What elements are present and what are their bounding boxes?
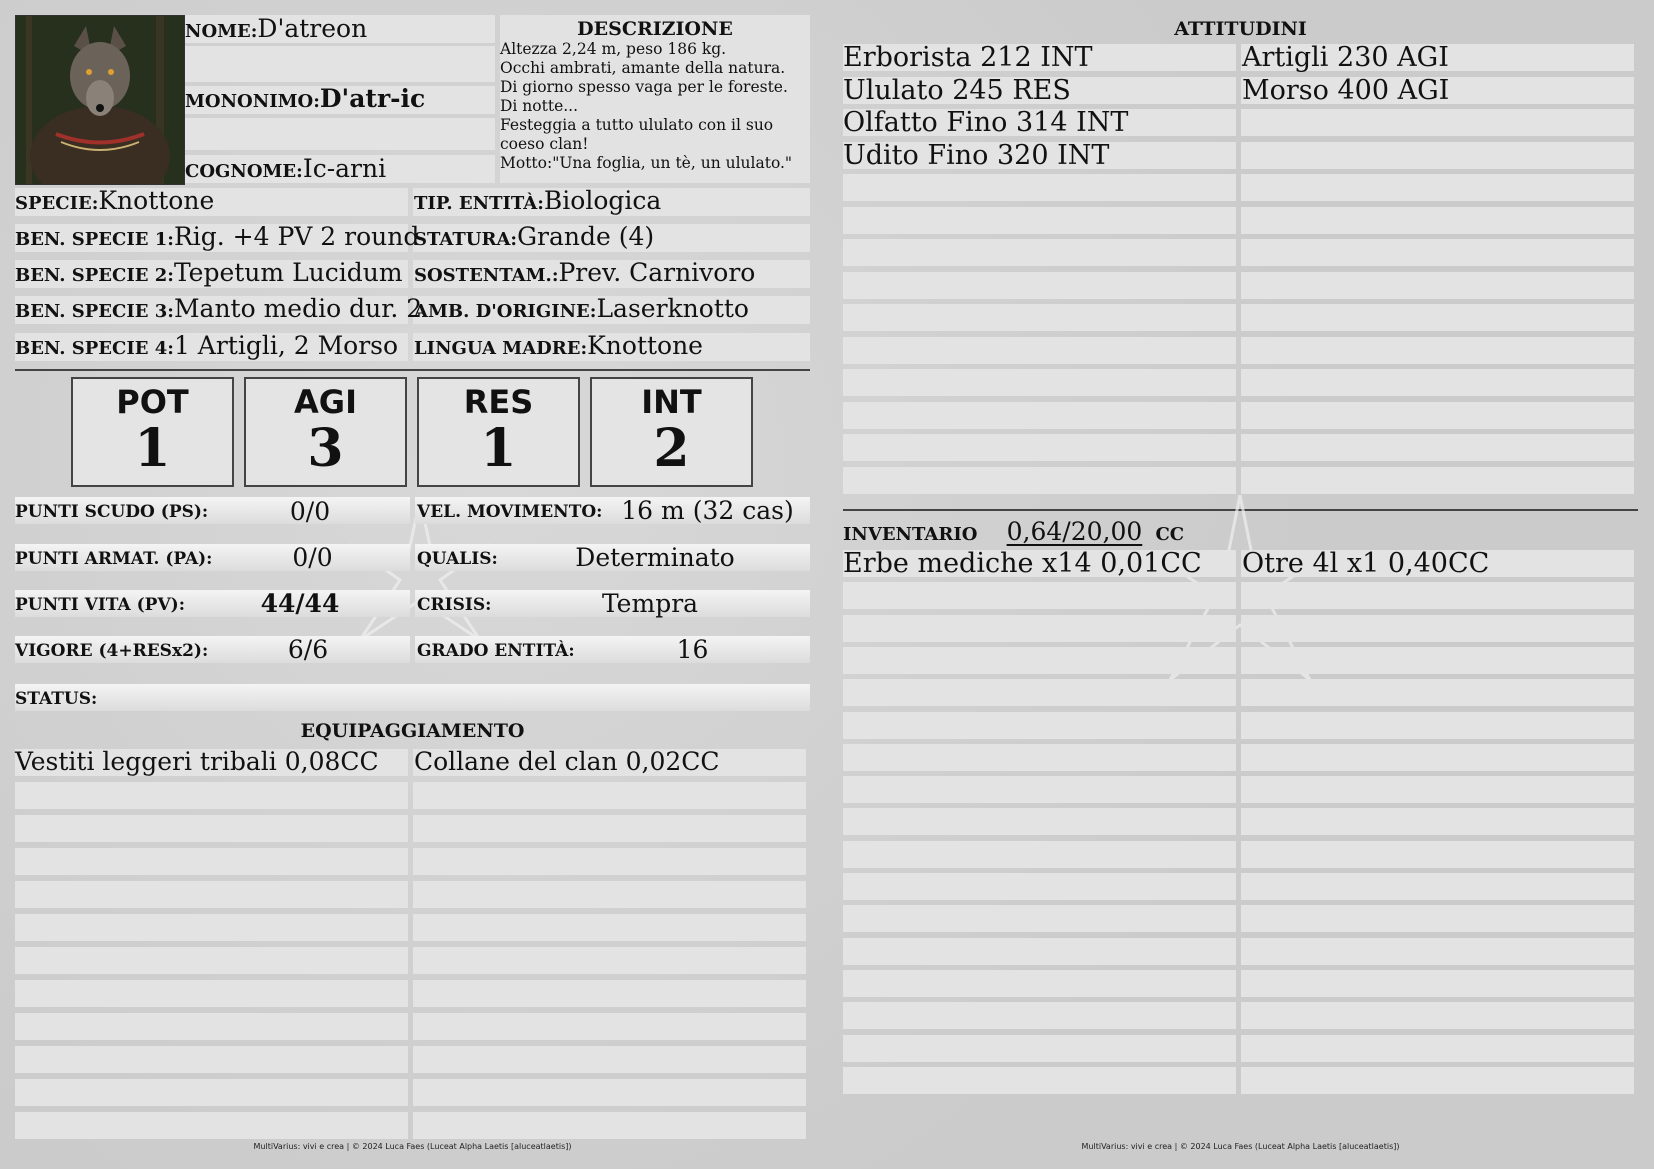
qualis-value[interactable]: Determinato — [575, 543, 735, 572]
derived-label: VIGORE (4+RESx2): — [15, 641, 209, 661]
ruled-line[interactable] — [1241, 174, 1634, 201]
trait-label: STATURA: — [414, 229, 518, 250]
attitudine-item[interactable]: Morso 400 AGI — [1242, 75, 1450, 106]
ruled-line[interactable] — [843, 873, 1236, 900]
specie-field[interactable] — [15, 186, 214, 215]
ruled-line[interactable] — [1241, 272, 1634, 299]
inventario-field[interactable] — [843, 517, 1184, 546]
trait-value: Laserknotto — [596, 294, 749, 323]
descrizione-line: Di notte... — [500, 97, 579, 115]
ruled-line[interactable] — [843, 467, 1236, 494]
ruled-line[interactable] — [1241, 1067, 1634, 1094]
descrizione-line: coeso clan! — [500, 135, 589, 153]
inventario-item[interactable]: Otre 4l x1 0,40CC — [1242, 548, 1490, 579]
ruled-line[interactable] — [843, 712, 1236, 739]
ruled-line[interactable] — [1241, 239, 1634, 266]
ruled-line[interactable] — [413, 782, 806, 809]
stat-value: 3 — [307, 418, 344, 479]
ruled-line[interactable] — [15, 782, 408, 809]
stat-int-box[interactable] — [590, 377, 753, 487]
ruled-line[interactable] — [1241, 142, 1634, 169]
punti-scudo-value[interactable]: 0/0 — [289, 497, 331, 526]
ruled-line[interactable] — [1241, 369, 1634, 396]
descrizione-heading: DESCRIZIONE — [577, 18, 733, 40]
trait-value: Manto medio dur. 2 — [173, 294, 423, 323]
ruled-line[interactable] — [413, 1013, 806, 1040]
ruled-line[interactable] — [413, 914, 806, 941]
derived-label: VEL. MOVIMENTO: — [417, 502, 603, 522]
ruled-line[interactable] — [843, 615, 1236, 642]
ruled-line[interactable] — [1241, 304, 1634, 331]
stat-value: 1 — [480, 418, 517, 479]
mononimo-field[interactable] — [185, 84, 425, 113]
trait-label: SPECIE: — [15, 193, 99, 214]
ruled-line[interactable] — [843, 776, 1236, 803]
ruled-line[interactable] — [1241, 808, 1634, 835]
attitudine-item[interactable]: Olfatto Fino 314 INT — [843, 107, 1129, 138]
ruled-line[interactable] — [1241, 970, 1634, 997]
tip-entita-field[interactable] — [414, 186, 661, 215]
divider — [15, 369, 810, 371]
ruled-line[interactable] — [1241, 1035, 1634, 1062]
descrizione-line: Motto:"Una foglia, un tè, un ululato." — [500, 154, 793, 172]
stat-name: INT — [641, 383, 702, 421]
status-label: STATUS: — [15, 689, 98, 709]
ruled-line[interactable] — [1241, 744, 1634, 771]
derived-label: GRADO ENTITÀ: — [417, 641, 575, 661]
trait-label: BEN. SPECIE 3: — [15, 301, 174, 322]
stat-res-box[interactable] — [417, 377, 580, 487]
ruled-line[interactable] — [1241, 582, 1634, 609]
ruled-line[interactable] — [413, 1079, 806, 1106]
trait-label: BEN. SPECIE 1: — [15, 229, 174, 250]
ruled-line[interactable] — [843, 938, 1236, 965]
ruled-line[interactable] — [843, 402, 1236, 429]
ben-specie-1-field[interactable] — [15, 222, 419, 251]
equipaggiamento-heading: EQUIPAGGIAMENTO — [300, 720, 525, 742]
lingua-madre-field[interactable] — [414, 331, 703, 360]
ruled-line[interactable] — [843, 272, 1236, 299]
ruled-line[interactable] — [1241, 905, 1634, 932]
descrizione-line: Altezza 2,24 m, peso 186 kg. — [500, 40, 727, 58]
stat-name: AGI — [294, 383, 357, 421]
trait-value: Rig. +4 PV 2 round — [173, 222, 420, 251]
ben-specie-4-field[interactable] — [15, 331, 398, 360]
equip-item[interactable]: Collane del clan 0,02CC — [414, 747, 720, 776]
crisis-value[interactable]: Tempra — [601, 589, 699, 618]
ruled-line[interactable] — [843, 582, 1236, 609]
trait-value: Biologica — [543, 186, 662, 215]
ruled-line[interactable] — [15, 1112, 408, 1139]
trait-value: Grande (4) — [517, 222, 655, 251]
trait-label: BEN. SPECIE 4: — [15, 338, 174, 359]
ruled-line[interactable] — [1241, 467, 1634, 494]
derived-label: PUNTI VITA (PV): — [15, 595, 185, 615]
inventario-unit: CC — [1155, 524, 1185, 545]
ruled-line[interactable] — [843, 905, 1236, 932]
derived-label: QUALIS: — [417, 549, 498, 569]
wolf-portrait-icon — [16, 16, 184, 184]
ruled-line[interactable] — [1241, 712, 1634, 739]
nome-label: NOME: — [185, 21, 258, 42]
inventario-value: 0,64/20,00 — [1006, 517, 1143, 546]
ruled-line[interactable] — [1241, 337, 1634, 364]
sostentam-field[interactable] — [414, 258, 755, 287]
ruled-line[interactable] — [843, 369, 1236, 396]
trait-label: TIP. ENTITÀ: — [414, 193, 544, 214]
derived-label: PUNTI SCUDO (PS): — [15, 502, 209, 522]
attitudine-item[interactable]: Erborista 212 INT — [843, 42, 1093, 73]
ruled-line[interactable] — [1241, 938, 1634, 965]
trait-label: AMB. D'ORIGINE: — [414, 301, 597, 322]
trait-value: Knottone — [98, 186, 215, 215]
descrizione-line: Occhi ambrati, amante della natura. — [500, 59, 786, 77]
ruled-line[interactable] — [1241, 1002, 1634, 1029]
ruled-line[interactable] — [843, 1035, 1236, 1062]
amb-origine-field[interactable] — [414, 294, 749, 323]
inventario-item[interactable]: Erbe mediche x14 0,01CC — [843, 548, 1202, 579]
ben-specie-3-field[interactable] — [15, 294, 422, 323]
stat-name: POT — [116, 383, 189, 421]
ruled-line[interactable] — [843, 1002, 1236, 1029]
statura-field[interactable] — [414, 222, 654, 251]
punti-armat-value[interactable]: 0/0 — [292, 543, 333, 572]
ruled-line[interactable] — [413, 947, 806, 974]
ruled-line[interactable] — [413, 1112, 806, 1139]
ruled-line[interactable] — [843, 337, 1236, 364]
inventario-label: INVENTARIO — [843, 524, 978, 545]
ruled-line[interactable] — [843, 1067, 1236, 1094]
ruled-line[interactable] — [1241, 109, 1634, 136]
ruled-line[interactable] — [413, 980, 806, 1007]
stat-agi-box[interactable] — [244, 377, 407, 487]
ruled-line[interactable] — [15, 947, 408, 974]
cognome-value: Ic-arni — [302, 154, 387, 183]
ruled-line[interactable] — [1241, 207, 1634, 234]
ruled-line[interactable] — [1241, 434, 1634, 461]
ruled-line[interactable] — [843, 174, 1236, 201]
trait-label: LINGUA MADRE: — [414, 338, 588, 359]
ruled-line[interactable] — [843, 207, 1236, 234]
ruled-line[interactable] — [843, 841, 1236, 868]
ruled-line[interactable] — [413, 1046, 806, 1073]
ruled-line[interactable] — [413, 881, 806, 908]
punti-vita-value[interactable]: 44/44 — [260, 589, 340, 618]
attitudini-heading: ATTITUDINI — [1174, 18, 1307, 40]
ruled-line[interactable] — [413, 815, 806, 842]
ruled-line[interactable] — [1241, 776, 1634, 803]
ruled-line[interactable] — [1241, 679, 1634, 706]
attitudine-item[interactable]: Artigli 230 AGI — [1242, 42, 1449, 73]
descrizione-text[interactable] — [500, 40, 810, 173]
attitudine-item[interactable]: Ululato 245 RES — [843, 75, 1071, 106]
ruled-line[interactable] — [843, 434, 1236, 461]
trait-value: Knottone — [587, 331, 703, 360]
ruled-line[interactable] — [15, 881, 408, 908]
vel-movimento-value[interactable]: 16 m (32 cas) — [621, 496, 794, 525]
ruled-line[interactable] — [15, 1013, 408, 1040]
ruled-line[interactable] — [843, 970, 1236, 997]
cognome-field[interactable] — [185, 154, 386, 183]
stat-value: 1 — [134, 418, 171, 479]
ruled-line[interactable] — [1241, 841, 1634, 868]
stat-name: RES — [463, 383, 534, 421]
ruled-line[interactable] — [1241, 647, 1634, 674]
ruled-line[interactable] — [843, 304, 1236, 331]
trait-label: BEN. SPECIE 2: — [15, 265, 174, 286]
ruled-line[interactable] — [1241, 402, 1634, 429]
ruled-line[interactable] — [15, 1079, 408, 1106]
ruled-line[interactable] — [843, 808, 1236, 835]
ruled-line[interactable] — [843, 647, 1236, 674]
ruled-line[interactable] — [15, 980, 408, 1007]
nome-field[interactable] — [185, 14, 367, 43]
descrizione-line: Di giorno spesso vaga per le foreste. — [500, 78, 788, 96]
vigore-value[interactable]: 6/6 — [287, 635, 329, 664]
mononimo-value: D'atr-ic — [319, 84, 426, 113]
attitudine-item[interactable]: Udito Fino 320 INT — [843, 140, 1110, 171]
mononimo-label: MONONIMO: — [185, 91, 320, 112]
trait-value: Tepetum Lucidum — [173, 258, 403, 287]
trait-value: Prev. Carnivoro — [558, 258, 756, 287]
ben-specie-2-field[interactable] — [15, 258, 403, 287]
ruled-line[interactable] — [843, 744, 1236, 771]
ruled-line[interactable] — [1241, 615, 1634, 642]
cognome-label: COGNOME: — [185, 161, 303, 182]
ruled-line[interactable] — [15, 1046, 408, 1073]
descrizione-line: Festeggia a tutto ululato con il suo — [500, 116, 774, 134]
trait-label: SOSTENTAM.: — [414, 265, 559, 286]
stat-pot-box[interactable] — [71, 377, 234, 487]
footer-right: MultiVarius: vivi e crea | © 2024 Luca Faes (Luceat Alpha Laetis [aluceatlaetis]) — [1081, 1142, 1400, 1151]
grado-entita-value[interactable]: 16 — [676, 635, 709, 664]
footer-left: MultiVarius: vivi e crea | © 2024 Luca Faes (Luceat Alpha Laetis [aluceatlaetis]) — [253, 1142, 572, 1151]
ruled-line[interactable] — [15, 914, 408, 941]
trait-value: 1 Artigli, 2 Morso — [173, 331, 399, 360]
derived-label: CRISIS: — [417, 595, 492, 615]
nome-value: D'atreon — [257, 14, 368, 43]
ruled-line[interactable] — [843, 679, 1236, 706]
derived-label: PUNTI ARMAT. (PA): — [15, 549, 213, 569]
ruled-line[interactable] — [15, 848, 408, 875]
ruled-line[interactable] — [15, 815, 408, 842]
ruled-line[interactable] — [1241, 873, 1634, 900]
ruled-line[interactable] — [843, 239, 1236, 266]
character-portrait — [15, 15, 185, 185]
ruled-line[interactable] — [413, 848, 806, 875]
stat-value: 2 — [653, 418, 690, 479]
equip-item[interactable]: Vestiti leggeri tribali 0,08CC — [15, 747, 379, 776]
